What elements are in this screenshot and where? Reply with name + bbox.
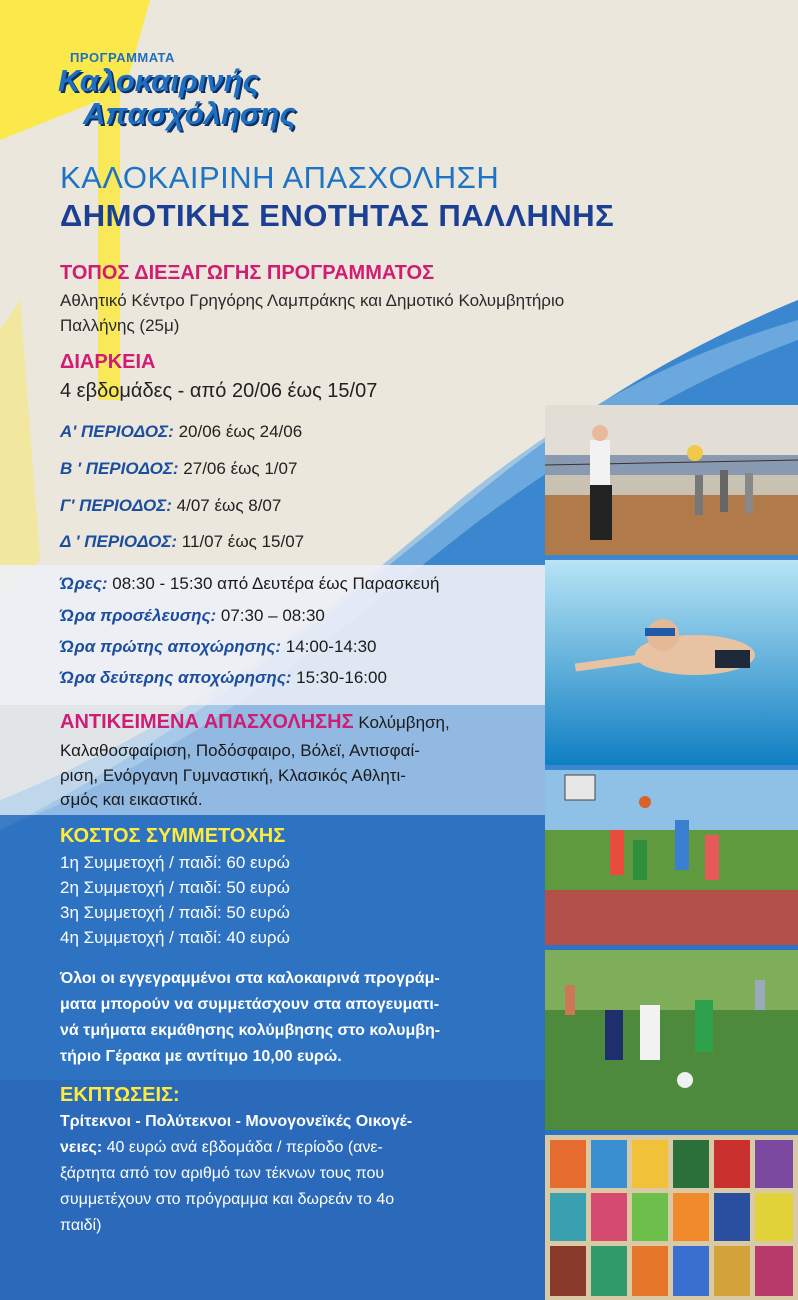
activities-line-3: ριση, Ενόργανη Γυμναστική, Κλασικός Αθλητι- [60, 766, 406, 785]
discounts-line-5: παιδί) [60, 1217, 102, 1234]
hours-label: Ώρες: [60, 574, 108, 593]
first-departure-label: Ώρα πρώτης αποχώρησης: [60, 637, 282, 656]
period-c [60, 496, 281, 516]
cost-row-3: 3η Συμμετοχή / παιδί: 50 ευρώ [60, 903, 290, 922]
cost-row-1: 1η Συμμετοχή / παιδί: 60 ευρώ [60, 853, 290, 872]
discounts-line-1: Τρίτεκνοι - Πολύτεκνοι - Μονογονεϊκές Οικογέ- [60, 1113, 413, 1130]
activities-first: Κολύμβηση, [353, 713, 450, 732]
note-line-3: νά τμήματα εκμάθησης κολύμβησης στο κολυμβη- [60, 1022, 441, 1039]
period-a-dates: 20/06 έως 24/06 [173, 422, 303, 441]
period-b-label: Β ' ΠΕΡΙΟΔΟΣ: [60, 459, 179, 478]
note-line-2: ματα μπορούν να συμμετάσχουν στα απογευματι- [60, 996, 440, 1013]
first-departure-value: 14:00-14:30 [281, 637, 377, 656]
note-line-1: Όλοι οι εγγεγραμμένοι στα καλοκαιρινά προγράμ- [60, 970, 440, 987]
volleyball-photo [545, 405, 798, 555]
duration-heading: ΔΙΑΡΚΕΙΑ [60, 351, 156, 373]
logo-title [58, 64, 296, 130]
location-heading: ΤΟΠΟΣ ΔΙΕΞΑΓΩΓΗΣ ΠΡΟΓΡΑΜΜΑΤΟΣ [60, 262, 435, 284]
first-departure-row [60, 637, 377, 657]
duration-text: 4 εβδομάδες - από 20/06 έως 15/07 [60, 380, 378, 402]
location-line-1: Αθλητικό Κέντρο Γρηγόρης Λαμπράκης και Δημοτικό Κολυμβητήριο [60, 291, 565, 310]
location-line-2: Παλλήνης (25μ) [60, 316, 180, 335]
activities-heading: ΑΝΤΙΚΕΙΜΕΝΑ ΑΠΑΣΧΟΛΗΣΗΣ [60, 711, 354, 733]
second-departure-label: Ώρα δεύτερης αποχώρησης: [60, 668, 292, 687]
note-line-4: τήριο Γέρακα με αντίτιμο 10,00 ευρώ. [60, 1048, 342, 1065]
period-c-label: Γ' ΠΕΡΙΟΔΟΣ: [60, 496, 172, 515]
cost-heading: ΚΟΣΤΟΣ ΣΥΜΜΕΤΟΧΗΣ [60, 825, 286, 847]
logo-line-2: Απασχόλησης [83, 96, 296, 131]
period-a [60, 422, 302, 442]
main-title-line-1: ΚΑΛΟΚΑΙΡΙΝΗ ΑΠΑΣΧΟΛΗΣΗ [60, 160, 500, 195]
logo-subtitle: ΠΡΟΓΡΑΜΜΑΤΑ [70, 50, 175, 65]
cost-row-4: 4η Συμμετοχή / παιδί: 40 ευρώ [60, 928, 290, 947]
football-photo [545, 950, 798, 1130]
second-departure-value: 15:30-16:00 [291, 668, 387, 687]
activities-line-2: Καλαθοσφαίριση, Ποδόσφαιρο, Βόλεϊ, Αντισφαί- [60, 741, 420, 760]
period-d-dates: 11/07 έως 15/07 [177, 532, 305, 551]
discounts-bold-2: νειες: [60, 1139, 103, 1156]
discounts-heading: ΕΚΠΤΩΣΕΙΣ: [60, 1084, 180, 1106]
discounts-line-3: ξάρτητα από τον αριθμό των τέκνων τους που [60, 1165, 385, 1182]
cost-row-2: 2η Συμμετοχή / παιδί: 50 ευρώ [60, 878, 290, 897]
period-b [60, 459, 297, 479]
arrival-value: 07:30 – 08:30 [216, 606, 325, 625]
arrival-row [60, 606, 325, 626]
hours-value: 08:30 - 15:30 από Δευτέρα έως Παρασκευή [107, 574, 440, 593]
period-d [60, 532, 304, 552]
discounts-line-4: συμμετέχουν στο πρόγραμμα και δωρεάν το 4ο [60, 1191, 395, 1208]
logo-line-1: Καλοκαιρινής [58, 63, 260, 98]
period-a-label: Α' ΠΕΡΙΟΔΟΣ: [60, 422, 174, 441]
swimming-photo [545, 560, 798, 765]
artwork-photo [545, 1135, 798, 1300]
activities-line-1 [60, 711, 450, 734]
period-b-dates: 27/06 έως 1/07 [178, 459, 298, 478]
discounts-rest-2: 40 ευρώ ανά εβδομάδα / περίοδο (ανε- [102, 1139, 383, 1156]
period-c-dates: 4/07 έως 8/07 [171, 496, 282, 515]
arrival-label: Ώρα προσέλευσης: [60, 606, 217, 625]
activities-line-4: σμός και εικαστικά. [60, 790, 203, 809]
main-title-line-2: ΔΗΜΟΤΙΚΗΣ ΕΝΟΤΗΤΑΣ ΠΑΛΛΗΝΗΣ [60, 198, 615, 233]
discounts-line-2 [60, 1139, 383, 1157]
period-d-label: Δ ' ΠΕΡΙΟΔΟΣ: [60, 532, 178, 551]
second-departure-row [60, 668, 387, 688]
hours-row [60, 574, 439, 594]
basketball-photo [545, 770, 798, 945]
